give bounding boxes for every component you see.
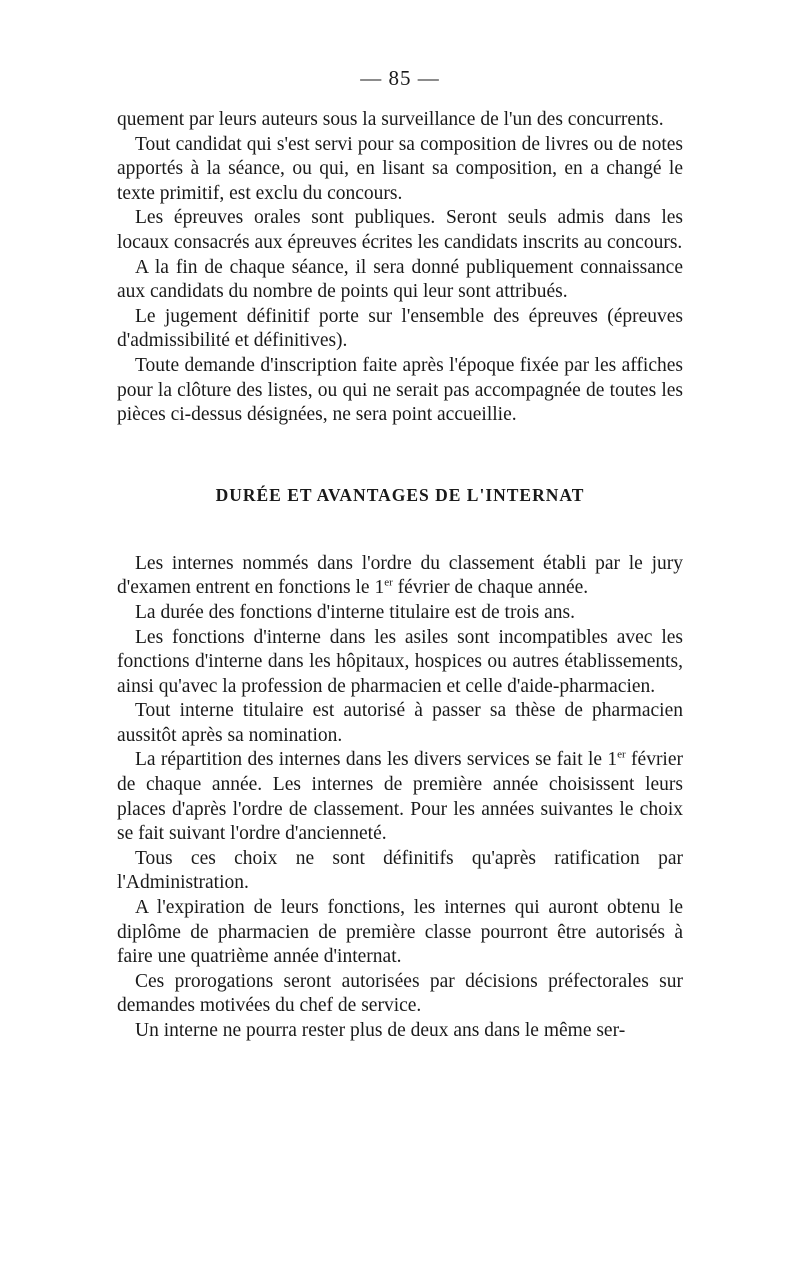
paragraph-text: février de chaque année. Les internes de première année choisissent leurs places d'après l'ordre de classement. Pour les années suivantes le choix se fait suivant l'ordre d'ancienneté. [117,749,684,845]
page-number: — 85 — [360,66,440,90]
paragraph: Le jugement définitif porte sur l'ensemble des épreuves (épreuves d'admissibilité et définitives). [117,305,683,352]
ordinal-superscript: er [617,748,626,761]
paragraph-text: février de chaque année. [392,577,589,599]
paragraph: Tout interne titulaire est autorisé à passer sa thèse de pharmacien aussitôt après sa nomination. [117,700,683,746]
paragraph: Tous ces choix ne sont définitifs qu'après ratification par l'Administration. [117,847,683,894]
paragraph: Ces prorogations seront autorisées par décisions préfectorales sur demandes motivées du chef de service. [117,970,683,1017]
paragraph-continued: quement par leurs auteurs sous la surveillance de l'un des concurrents. [117,109,664,130]
section-title: DURÉE ET AVANTAGES DE L'INTERNAT [215,484,585,505]
paragraph: A l'expiration de leurs fonctions, les internes qui auront obtenu le diplôme de pharmacien de première classe pourront être autorisés à faire une quatrième année d'internat. [117,897,683,968]
paragraph [117,748,683,846]
paragraph-text: La répartition des internes dans les divers services se fait le 1 [135,749,618,771]
document-page [117,60,683,1044]
ordinal-superscript: er [384,576,393,589]
paragraph: Les fonctions d'interne dans les asiles sont incompatibles avec les fonctions d'interne dans les hôpitaux, hospices ou autres établissements, ainsi qu'avec la profession de pharmacien et celle d'aide-pharmacien. [117,626,683,697]
paragraph: A la fin de chaque séance, il sera donné publiquement connaissance aux candidats du nombre de points qui leur sont attribués. [117,256,683,303]
paragraph-text: Les internes nommés dans l'ordre du classement établi par le jury d'examen entrent en fonctions le 1 [117,552,683,599]
paragraph: Toute demande d'inscription faite après l'époque fixée par les affiches pour la clôture des listes, ou qui ne serait pas accompagnée de toutes les pièces ci-dessus désignées, ne sera point accueillie. [117,354,683,426]
paragraph: La durée des fonctions d'interne titulaire est de trois ans. [135,601,575,623]
paragraph [117,552,683,601]
paragraph: Un interne ne pourra rester plus de deux ans dans le même ser- [135,1020,626,1041]
paragraph: Les épreuves orales sont publiques. Seront seuls admis dans les locaux consacrés aux épreuves écrites les candidats inscrits au concours. [117,207,683,253]
paragraph: Tout candidat qui s'est servi pour sa composition de livres ou de notes apportés à la séance, ou qui, en lisant sa composition, en a changé le texte primitif, est exclu du concours. [117,133,683,204]
